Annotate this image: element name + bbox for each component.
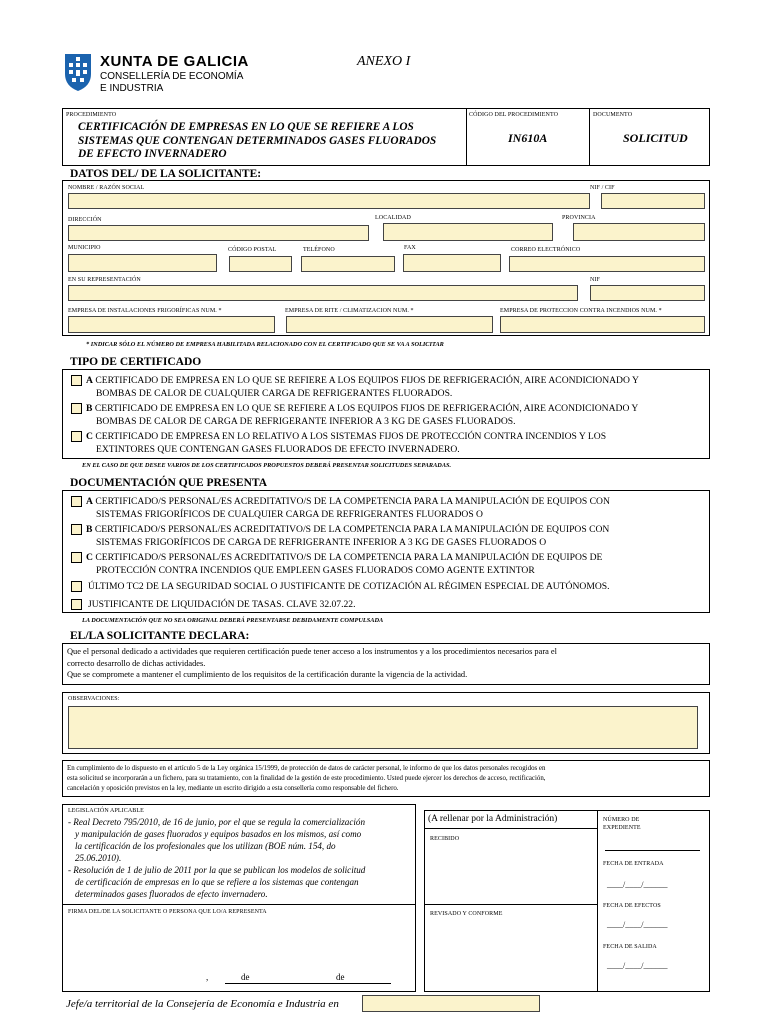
received-label: RECIBIDO — [430, 836, 460, 842]
fire-company-field[interactable] — [500, 316, 705, 333]
rite-company-label: EMPRESA DE RITE / CLIMATIZACION NUM. * — [285, 308, 414, 314]
department-line-2: E INDUSTRIA — [100, 83, 164, 94]
nif-label: NIF / CIF — [590, 185, 615, 191]
procedure-code: IN610A — [508, 131, 548, 145]
declaration-text: Que el personal dedicado a actividades que requieren certificación puede tener acceso a los instrumentos y a los procedimientos necesarios para el correcto desarrollo de dichas actividades. Que se compromete a mantener el cumplimiento de los requisitos de la certificación durante la vigencia de la actividad. — [67, 647, 557, 679]
cert-c-checkbox[interactable] — [71, 431, 82, 442]
procedure-code-label: CÓDIGO DEL PROCEDIMIENTO — [469, 112, 559, 118]
file-number-label: NÚMERO DE EXPEDIENTE — [603, 817, 641, 831]
fax-field[interactable] — [403, 254, 501, 272]
cert-a-text: A CERTIFICADO DE EMPRESA EN LO QUE SE REFIERE A LOS EQUIPOS FIJOS DE REFRIGERACIÓN, AIRE ACONDICIONADO Y BOMBAS DE CALOR DE CUALQUIER CARGA DE REFRIGERANTES FLUORADOS. — [86, 375, 639, 399]
privacy-text: En cumplimiento de lo dispuesto en el artículo 5 de la Ley orgánica 15/1999, de protección de datos de carácter personal, le informo de que los datos personales recogidos en esta solicitud se incorporarán a un fichero, para su tratamiento, con la finalidad de la gestión de este procedimiento. Usted puede ejercer los derechos de acceso, rectificación, cancelación y oposición previstos en la ley, mediante un escrito dirigido a esta consellería como responsable del fichero. — [67, 765, 546, 792]
locality-field[interactable] — [383, 223, 553, 241]
declaration-heading: EL/LA SOLICITANTE DECLARA: — [70, 630, 250, 642]
document-label: DOCUMENTO — [593, 112, 633, 118]
admin-heading: (A rellenar por la Administración) — [428, 814, 558, 824]
doc-b-text: B CERTIFICADO/S PERSONAL/ES ACREDITATIVO/S DE LA COMPETENCIA PARA LA MANIPULACIÓN DE EQUIPOS CON SISTEMAS FRIGORÍFICOS DE CARGA DE REFRIGERANTE INFERIOR A 3 KG DE GASES FLUORADOS O — [86, 524, 610, 548]
doc-tc2-text: ÚLTIMO TC2 DE LA SEGURIDAD SOCIAL O JUSTIFICANTE DE COTIZACIÓN AL RÉGIMEN ESPECIAL DE AUTÓNOMOS. — [88, 581, 610, 592]
territorial-office-field[interactable] — [362, 995, 540, 1012]
applicant-heading: DATOS DEL/ DE LA SOLICITANTE: — [70, 168, 262, 180]
legislation-text: - Real Decreto 795/2010, de 16 de junio, por el que se regula la comercialización y manipulación de gases fluorados y equipos basados en los mismos, así como la certificación de los profesionales que los utilizan (BOE núm. 154, do 25.06.2010). - Resolución de 1 de julio de 2011 por la que se publican los modelos de solicitud de certificación de empresas en lo que se refiere a los sistemas que contengan determinados gases fluorados de efecto invernadero. — [68, 817, 366, 899]
documentation-heading: DOCUMENTACIÓN QUE PRESENTA — [70, 477, 268, 489]
procedure-title: CERTIFICACIÓN DE EMPRESAS EN LO QUE SE REFIERE A LOS SISTEMAS QUE CONTENGAN DETERMINADOS GASES FLUORADOS DE EFECTO INVERNADERO — [78, 121, 437, 160]
observations-label: OBSERVACIONES: — [68, 696, 120, 702]
entry-date-value: ____/____/______ — [607, 880, 668, 889]
representative-field[interactable] — [68, 285, 578, 301]
doc-a-checkbox[interactable] — [71, 496, 82, 507]
postal-code-field[interactable] — [229, 256, 292, 272]
signature-label: FIRMA DEL/DE LA SOLICITANTE O PERSONA QUE LO/A REPRESENTA — [68, 909, 267, 915]
fax-label: FAX — [404, 245, 416, 251]
email-field[interactable] — [509, 256, 705, 272]
province-label: PROVINCIA — [562, 215, 596, 221]
reviewed-label: REVISADO Y CONFORME — [430, 911, 503, 917]
effects-date-label: FECHA DE EFECTOS — [603, 903, 661, 909]
refrigeration-company-field[interactable] — [68, 316, 275, 333]
email-label: CORREO ELECTRÓNICO — [511, 247, 581, 253]
legislation-label: LEGISLACIÓN APLICABLE — [68, 808, 144, 814]
doc-tc2-checkbox[interactable] — [71, 581, 82, 592]
documentation-note: LA DOCUMENTACIÓN QUE NO SEA ORIGINAL DEBERÁ PRESENTARSE DEBIDAMENTE COMPULSADA — [82, 617, 384, 624]
exit-date-label: FECHA DE SALIDA — [603, 944, 657, 950]
document-type: SOLICITUD — [623, 131, 688, 145]
cert-b-checkbox[interactable] — [71, 403, 82, 414]
signature-de-1: de — [241, 972, 250, 982]
phone-field[interactable] — [301, 256, 395, 272]
doc-b-checkbox[interactable] — [71, 524, 82, 535]
brand-name: XUNTA DE GALICIA — [100, 53, 249, 70]
footer-text: Jefe/a territorial de la Consejería de Economía e Industria en — [66, 998, 339, 1010]
signature-area[interactable] — [64, 918, 414, 968]
province-field[interactable] — [573, 223, 705, 241]
doc-fees-text: JUSTIFICANTE DE LIQUIDACIÓN DE TASAS. CLAVE 32.07.22. — [88, 599, 356, 610]
annex-title: ANEXO I — [357, 54, 411, 69]
nif-field[interactable] — [601, 193, 705, 209]
department-line-1: CONSELLERÍA DE ECONOMÍA — [100, 71, 244, 82]
representative-nif-field[interactable] — [590, 285, 705, 301]
procedure-label: PROCEDIMIENTO — [66, 112, 117, 118]
locality-label: LOCALIDAD — [375, 215, 411, 221]
effects-date-value: ____/____/______ — [607, 920, 668, 929]
exit-date-value: ____/____/______ — [607, 961, 668, 970]
cert-c-text: C CERTIFICADO DE EMPRESA EN LO RELATIVO A LOS SISTEMAS FIJOS DE PROTECCIÓN CONTRA INCENDIOS Y LOS EXTINTORES QUE CONTENGAN GASES FLUORADOS DE EFECTO INVERNADERO. — [86, 431, 607, 455]
doc-fees-checkbox[interactable] — [71, 599, 82, 610]
cert-type-note: EN EL CASO DE QUE DESEE VARIOS DE LOS CERTIFICADOS PROPUESTOS DEBERÁ PRESENTAR SOLICITUDES SEPARADAS. — [82, 462, 452, 469]
signature-de-2: de — [336, 972, 345, 982]
signature-comma: , — [206, 972, 209, 982]
name-label: NOMBRE / RAZÓN SOCIAL — [68, 185, 145, 191]
xunta-logo-icon — [63, 52, 93, 92]
postal-code-label: CÓDIGO POSTAL — [228, 247, 277, 253]
representative-label: EN SU REPRESENTACIÓN — [68, 277, 141, 283]
representative-nif-label: NIF — [590, 277, 600, 283]
address-field[interactable] — [68, 225, 369, 241]
municipality-field[interactable] — [68, 254, 217, 272]
observations-field[interactable] — [68, 706, 698, 749]
cert-type-heading: TIPO DE CERTIFICADO — [70, 356, 202, 368]
applicant-note: * INDICAR SÓLO EL NÚMERO DE EMPRESA HABILITADA RELACIONADO CON EL CERTIFICADO QUE SE VA A SOLICITAR — [86, 341, 444, 348]
municipality-label: MUNICIPIO — [68, 245, 101, 251]
doc-a-text: A CERTIFICADO/S PERSONAL/ES ACREDITATIVO/S DE LA COMPETENCIA PARA LA MANIPULACIÓN DE EQUIPOS CON SISTEMAS FRIGORÍFICOS DE CUALQUIER CARGA DE REFRIGERANTES FLUORADOS O — [86, 496, 610, 520]
address-label: DIRECCIÓN — [68, 217, 102, 223]
refrigeration-company-label: EMPRESA DE INSTALACIONES FRIGORÍFICAS NUM. * — [68, 308, 222, 314]
rite-company-field[interactable] — [286, 316, 493, 333]
entry-date-label: FECHA DE ENTRADA — [603, 861, 664, 867]
cert-b-text: B CERTIFICADO DE EMPRESA EN LO QUE SE REFIERE A LOS EQUIPOS FIJOS DE REFRIGERACIÓN, AIRE ACONDICIONADO Y BOMBAS DE CALOR DE CARGA DE REFRIGERANTE INFERIOR A 3 KG DE GASES FLUORADOS. — [86, 403, 639, 427]
cert-a-checkbox[interactable] — [71, 375, 82, 386]
name-field[interactable] — [68, 193, 590, 209]
doc-c-text: C CERTIFICADO/S PERSONAL/ES ACREDITATIVO/S DE LA COMPETENCIA PARA LA MANIPULACIÓN DE EQUIPOS DE PROTECCIÓN CONTRA INCENDIOS QUE EMPLEEN GASES FLUORADOS COMO AGENTE EXTINTOR — [86, 552, 603, 576]
phone-label: TELÉFONO — [303, 247, 335, 253]
fire-company-label: EMPRESA DE PROTECCION CONTRA INCENDIOS NUM. * — [500, 308, 662, 314]
doc-c-checkbox[interactable] — [71, 552, 82, 563]
